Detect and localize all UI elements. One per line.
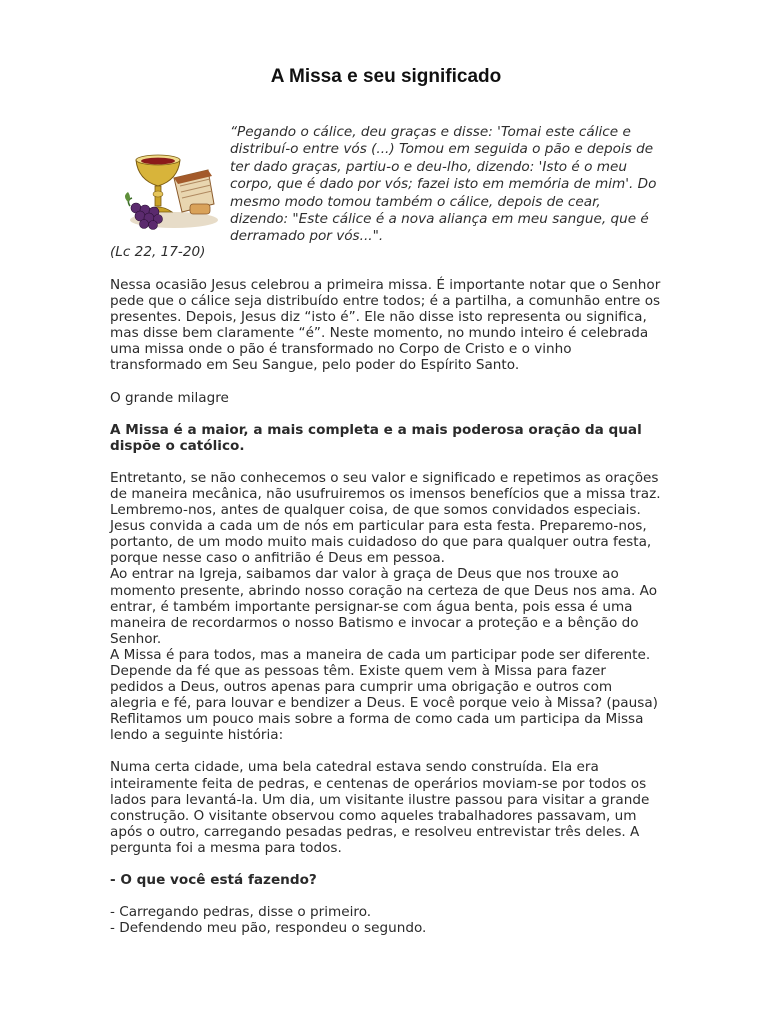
section-heading: O grande milagre [110,389,229,406]
paragraph: Lembremo-nos, antes de qualquer coisa, de que somos convidados especiais. Jesus convida a cada um de nós em particular para esta festa. Preparemo-nos, portanto, de um modo muito mais cuidadoso do que para qualquer outra festa, porque nesse caso o anfitrião é Deus em pessoa. [110,502,652,567]
answer-line: - Defendendo meu pão, respondeu o segundo. [110,920,427,937]
paragraph: Reflitamos um pouco mais sobre a forma de como cada um participa da Missa lendo a seguinte história: [110,711,644,744]
question-line: - O que você está fazendo? [110,872,317,888]
paragraph: A Missa é para todos, mas a maneira de cada um participar pode ser diferente. Depende da fé que as pessoas têm. Existe quem vem à Missa para fazer pedidos a Deus, outros apenas para cumprir uma obrigação e outros com alegria e fé, para louvar e bendizer a Deus. E você porque veio à Missa? (pausa) [110,646,658,712]
epigraph-quote: “Pegando o cálice, deu graças e disse: 'Tomai este cálice e distribuí-o entre vós (...) Tomou em seguida o pão e depois de ter dado graças, partiu-o e deu-lho, dizendo: 'Isto é o meu corpo, que é dado por vós; fazei isto em memória de mim'. Do mesmo modo tomou também o cálice, depois de cear, dizendo: "Este cálice é a nova aliança em meu sangue, que é derramado por vós...". [230,124,657,245]
answer-line: - Carregando pedras, disse o primeiro. [110,904,372,921]
paragraph: Entretanto, se não conhecemos o seu valor e significado e repetimos as orações de maneira mecânica, não usufruiremos os imensos benefícios que a missa traz. [110,469,661,502]
citation: (Lc 22, 17-20) [110,244,206,260]
paragraph: Ao entrar na Igreja, saibamos dar valor à graça de Deus que nos trouxe ao momento presente, abrindo nosso coração na certeza de que Deus nos ama. Ao entrar, é também importante persignar-se com água benta, pois essa é uma maneira de recordarmos o nosso Batismo e invocar a proteção e a bênção do Senhor. [110,566,658,647]
page-title: A Missa e seu significado [270,66,502,87]
bold-statement: A Missa é a maior, a mais completa e a mais poderosa oração da qual dispõe o católico. [110,421,642,454]
paragraph: Numa certa cidade, uma bela catedral estava sendo construída. Ela era inteiramente feita de pedras, e centenas de operários moviam-se por todos os lados para levantá-la. Um dia, um visitante ilustre passou para visitar a grande construção. O visitante observou como aqueles trabalhadores passavam, um após o outro, carregando pesadas pedras, e resolveu entrevistar três deles. A pergunta foi a mesma para todos. [110,759,650,856]
paragraph: Nessa ocasião Jesus celebrou a primeira missa. É importante notar que o Senhor pede que o cálice seja distribuído entre todos; é a partilha, a comunhão entre os presentes. Depois, Jesus diz “isto é”. Ele não disse isto representa ou significa, mas disse bem claramente “é”. Neste momento, no mundo inteiro é celebrada uma missa onde o pão é transformado no Corpo de Cristo e o vinho transformado em Seu Sangue, pelo poder do Espírito Santo. [110,277,661,374]
chalice-bread-grapes-icon [122,146,222,232]
body-text [110,277,662,936]
